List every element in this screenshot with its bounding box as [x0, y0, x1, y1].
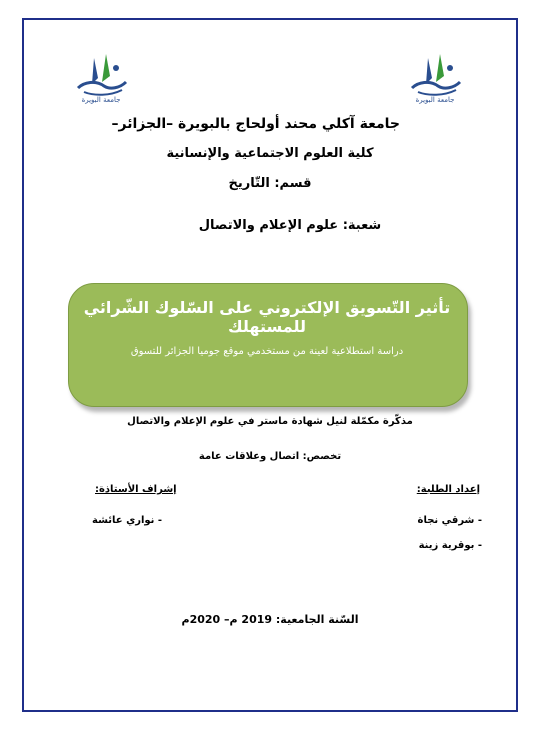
logo-caption: جامعة البويرة	[415, 96, 455, 104]
faculty-name: كلية العلوم الاجتماعية والإنسانية	[166, 146, 374, 161]
branch-name: شعبة: علوم الإعلام والاتصال	[198, 218, 382, 233]
students-label: إعداد الطلبة:	[416, 484, 480, 495]
department-name: قسم: التّاريخ	[228, 176, 312, 191]
student-name: - بوقرية زينة	[418, 540, 482, 551]
supervisor-label: إشراف الأستاذة:	[95, 484, 177, 495]
logo-caption: جامعة البويرة	[81, 96, 121, 104]
supervisor-name: - نواري عائشة	[92, 515, 163, 526]
student-name: - شرقي نجاة	[417, 515, 482, 526]
memo-line: مذكّرة مكمّلة لنيل شهادة ماستر في علوم الإعلام والاتصال	[127, 416, 413, 427]
thesis-title: تأثير التّسويق الإلكتروني على السّلوك الشّرائي للمستهلك	[83, 298, 451, 336]
academic-year: السّنة الجامعية: 2019 م– 2020م	[181, 613, 359, 626]
thesis-subtitle: دراسة استطلاعية لعينة من مستخدمي موقع جوميا الجزائر للتسوق	[130, 346, 404, 357]
university-name: جامعة آكلي محند أولحاج بالبويرة –الجزائر–	[111, 116, 400, 132]
specialty-line: تخصص: اتصال وعلاقات عامة	[198, 451, 342, 462]
